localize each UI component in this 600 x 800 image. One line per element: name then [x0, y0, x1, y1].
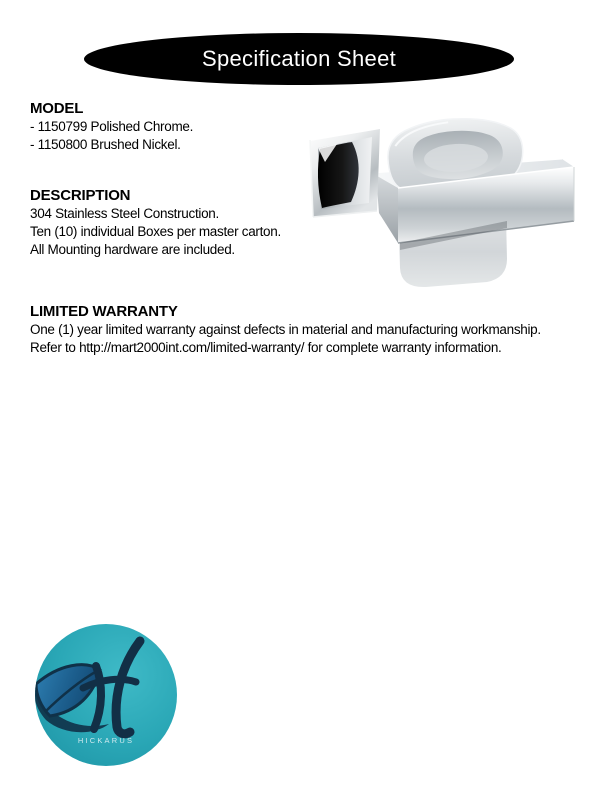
description-heading: DESCRIPTION [30, 187, 131, 204]
header-banner [84, 33, 514, 85]
hickarus-logo-icon [33, 622, 179, 768]
model-section [30, 100, 193, 154]
warranty-line: One (1) year limited warranty against defects in material and manufacturing workmanship. [30, 322, 541, 337]
model-heading: MODEL [30, 100, 84, 117]
description-section [30, 187, 281, 259]
brand-name: HICKARUS [77, 736, 135, 745]
page-title: Specification Sheet [201, 46, 397, 71]
wall-plate [310, 128, 380, 217]
tumbler-holder-illustration [300, 105, 580, 295]
warranty-heading: LIMITED WARRANTY [30, 303, 178, 320]
warranty-section [30, 303, 541, 357]
description-line: All Mounting hardware are included. [30, 242, 235, 257]
model-line: - 1150800 Brushed Nickel. [30, 137, 181, 152]
product-image [300, 105, 580, 295]
warranty-line: Refer to http://mart2000int.com/limited-warranty/ for complete warranty information. [30, 340, 502, 355]
description-line: 304 Stainless Steel Construction. [30, 206, 219, 221]
model-line: - 1150799 Polished Chrome. [30, 119, 194, 134]
description-line: Ten (10) individual Boxes per master carton. [30, 224, 281, 239]
brand-logo [33, 622, 179, 768]
